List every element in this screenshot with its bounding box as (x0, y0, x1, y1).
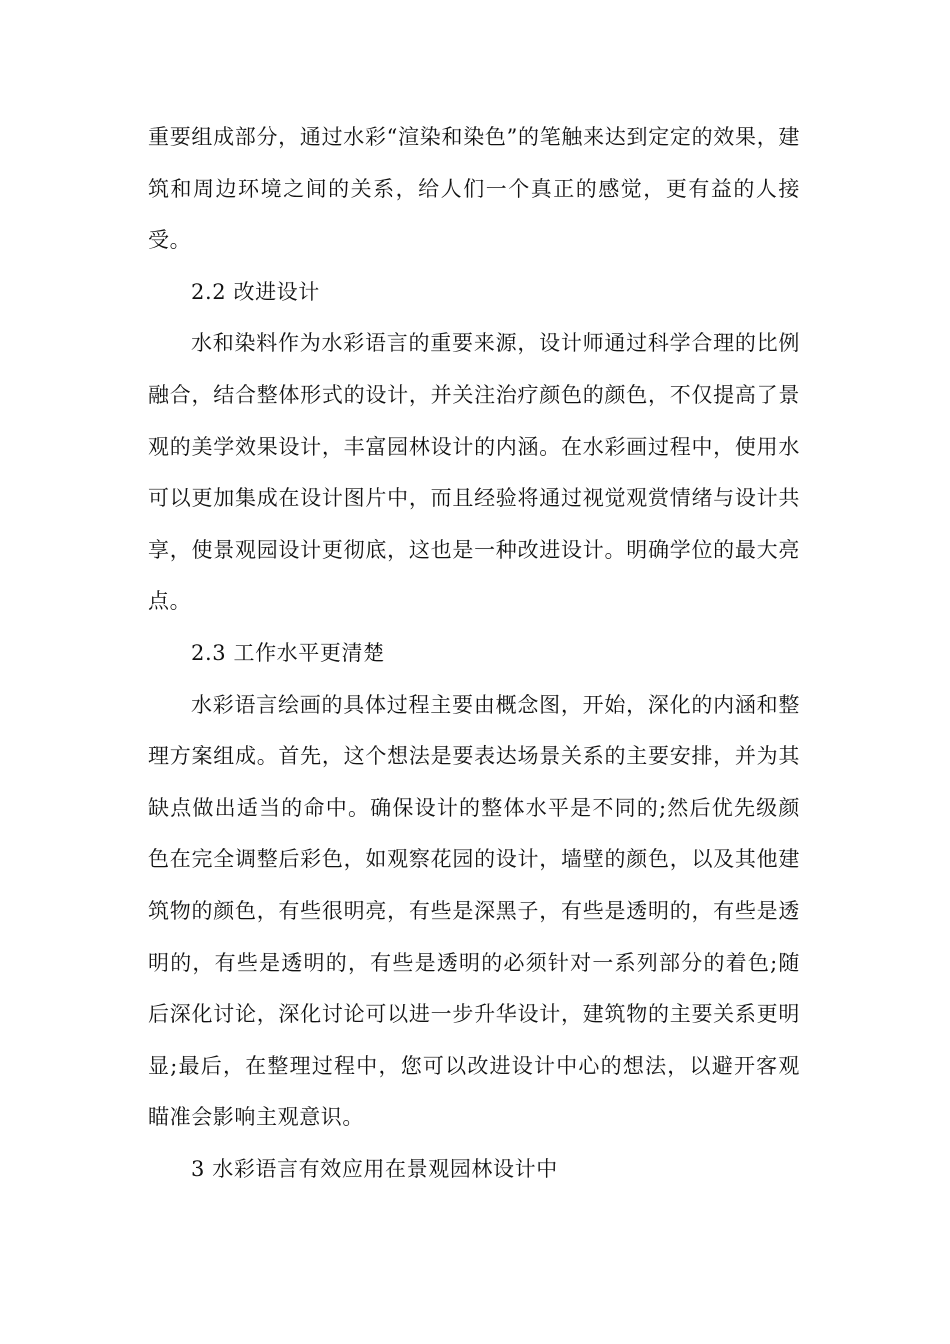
document-body (148, 112, 800, 1195)
paragraph-improve-design: 水和染料作为水彩语言的重要来源，设计师通过科学合理的比例融合，结合整体形式的设计，并关注治疗颜色的颜色，不仅提高了景观的美学效果设计，丰富园林设计的内涵。在水彩画过程中，使用水可以更加集成在设计图片中，而且经验将通过视觉观赏情绪与设计共享，使景观园设计更彻底，这也是一种改进设计。明确学位的最大亮点。 (148, 331, 800, 614)
section-heading-2-2: 2.2 改进设计 (191, 279, 320, 304)
section-heading-2-3: 2.3 工作水平更清楚 (191, 640, 385, 665)
paragraph-continuation: 重要组成部分，通过水彩“渲染和染色”的笔触来达到定定的效果，建筑和周边环境之间的关系，给人们一个真正的感觉，更有益的人接受。 (148, 125, 800, 253)
section-heading-3: 3 水彩语言有效应用在景观园林设计中 (191, 1156, 558, 1181)
paragraph-work-level: 水彩语言绘画的具体过程主要由概念图，开始，深化的内涵和整理方案组成。首先，这个想法是要表达场景关系的主要安排，并为其缺点做出适当的命中。确保设计的整体水平是不同的;然后优先级颜色在完全调整后彩色，如观察花园的设计，墙壁的颜色，以及其他建筑物的颜色，有些很明亮，有些是深黑子，有些是透明的，有些是透明的，有些是透明的，有些是透明的必须针对一系列部分的着色;随后深化讨论，深化讨论可以进一步升华设计，建筑物的主要关系更明显;最后，在整理过程中，您可以改进设计中心的想法，以避开客观瞄准会影响主观意识。 (148, 692, 800, 1130)
